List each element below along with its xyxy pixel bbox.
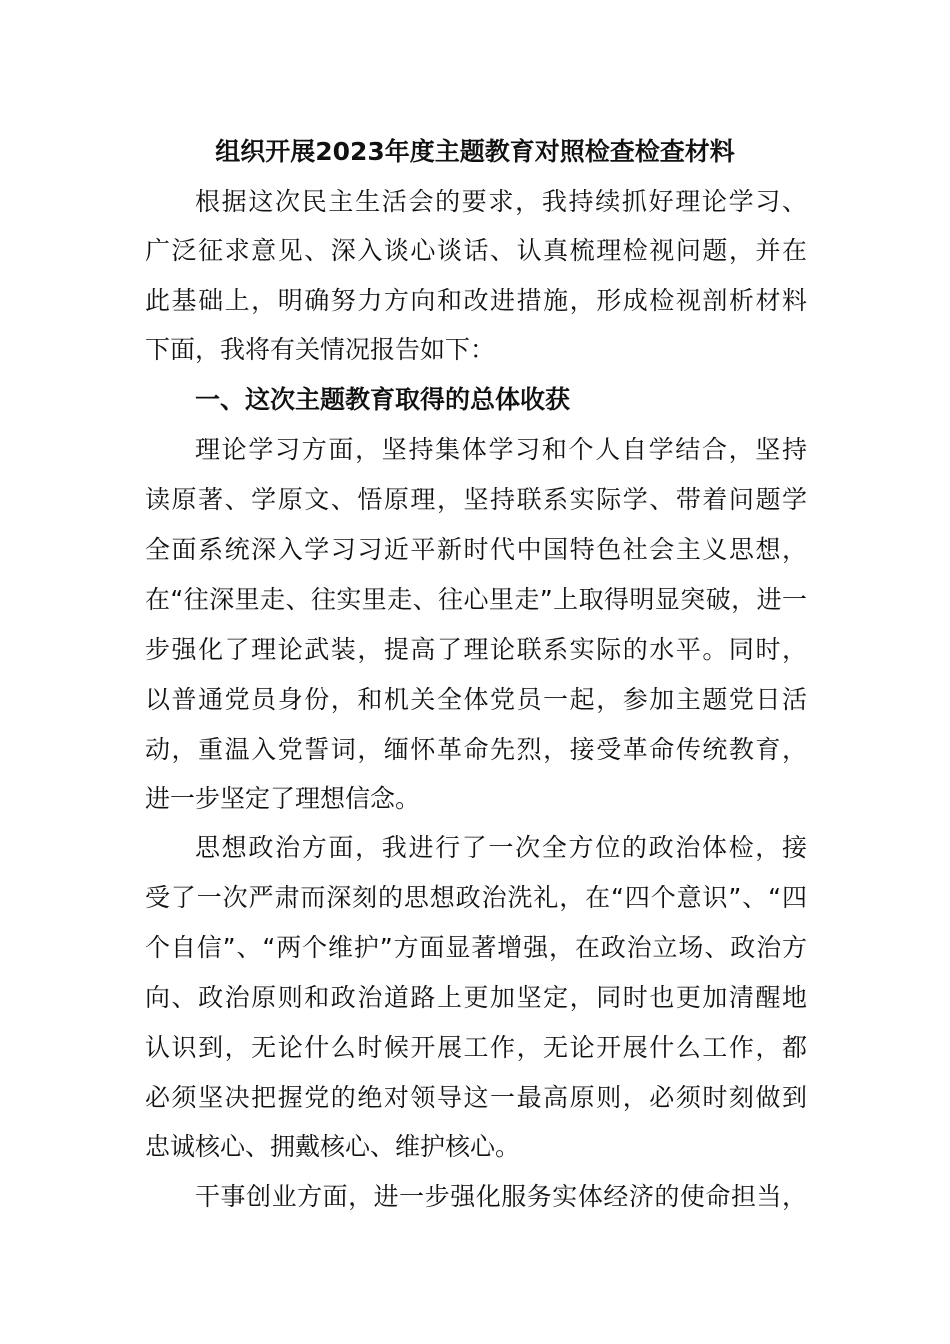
paragraph-politics-line-4: 向、政治原则和政治道路上更加坚定，同时也更加清醒地	[145, 983, 807, 1012]
paragraph-politics-line-7: 忠诚核心、拥戴核心、维护核心。	[145, 1132, 521, 1161]
paragraph-theory-line-6: 以普通党员身份，和机关全体党员一起，参加主题党日活	[145, 685, 807, 714]
paragraph-theory-line-4: 在“往深里走、往实里走、往心里走”上取得明显突破，进一	[145, 585, 807, 614]
paragraph-theory-line-5: 步强化了理论武装，提高了理论联系实际的水平。同时，	[145, 635, 807, 664]
paragraph-theory-line-8: 进一步坚定了理想信念。	[145, 784, 421, 813]
paragraph-theory-line-1: 理论学习方面，坚持集体学习和个人自学结合，坚持	[195, 435, 807, 464]
paragraph-politics-line-3: 个自信”、“两个维护”方面显著增强，在政治立场、政治方	[145, 933, 807, 962]
paragraph-politics-line-2: 受了一次严肃而深刻的思想政治洗礼，在“四个意识”、“四	[145, 883, 807, 912]
paragraph-business-line-1: 干事创业方面，进一步强化服务实体经济的使命担当，	[195, 1182, 807, 1211]
paragraph-theory-line-2: 读原著、学原文、悟原理，坚持联系实际学、带着问题学	[145, 485, 807, 514]
document-title: 组织开展2023年度主题教育对照检查检查材料	[215, 137, 735, 166]
section-heading-1: 一、这次主题教育取得的总体收获	[195, 385, 571, 414]
paragraph-intro-line-2: 广泛征求意见、深入谈心谈话、认真梳理检视问题，并在	[145, 236, 807, 265]
paragraph-politics-line-5: 认识到，无论什么时候开展工作，无论开展什么工作，都	[145, 1033, 807, 1062]
paragraph-politics-line-6: 必须坚决把握党的绝对领导这一最高原则，必须时刻做到	[145, 1083, 807, 1112]
paragraph-intro-line-1: 根据这次民主生活会的要求，我持续抓好理论学习、	[195, 187, 807, 216]
paragraph-politics-line-1: 思想政治方面，我进行了一次全方位的政治体检，接	[195, 833, 807, 862]
paragraph-theory-line-3: 全面系统深入学习习近平新时代中国特色社会主义思想，	[145, 535, 807, 564]
paragraph-theory-line-7: 动，重温入党誓词，缅怀革命先烈，接受革命传统教育，	[145, 735, 807, 764]
paragraph-intro-line-4: 下面，我将有关情况报告如下：	[145, 335, 496, 364]
paragraph-intro-line-3: 此基础上，明确努力方向和改进措施，形成检视剖析材料	[145, 286, 807, 315]
